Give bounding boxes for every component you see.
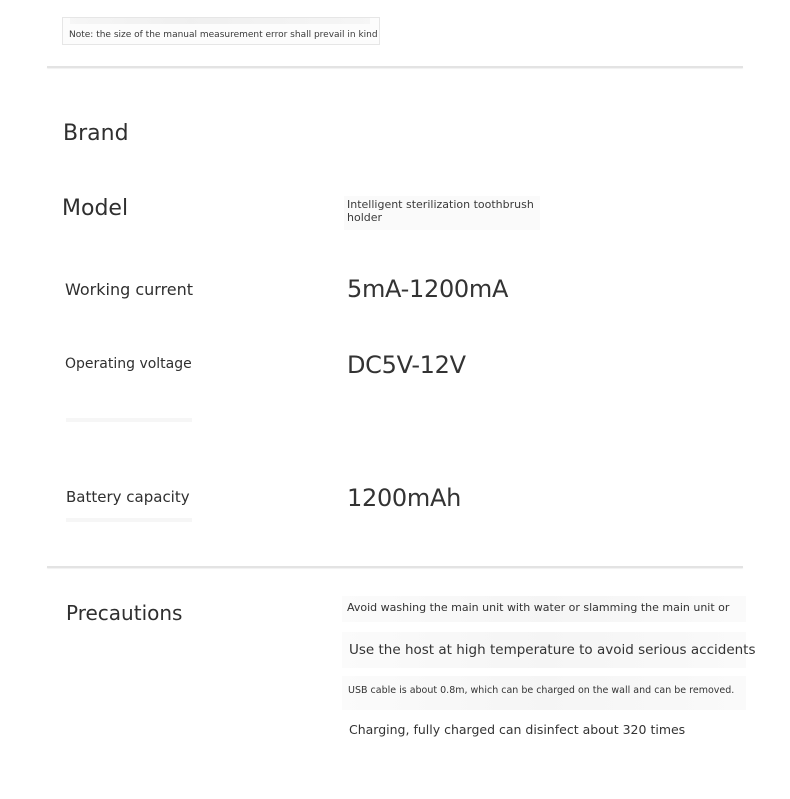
model-value-line1: Intelligent sterilization toothbrush — [347, 198, 534, 211]
faint-strip — [66, 418, 192, 422]
model-value-line2: holder — [347, 211, 383, 224]
model-value — [347, 198, 534, 224]
precaution-item-4: Charging, fully charged can disinfect about 320 times — [349, 722, 686, 737]
faint-strip-2 — [66, 518, 192, 522]
brand-label: Brand — [63, 121, 129, 146]
precaution-item-3: USB cable is about 0.8m, which can be charged on the wall and can be removed. — [348, 685, 735, 696]
note-text: Note: the size of the manual measurement error shall prevail in kind — [69, 30, 378, 40]
precaution-item-1: Avoid washing the main unit with water or slamming the main unit or — [347, 601, 730, 614]
battery-label: Battery capacity — [66, 488, 190, 506]
battery-value: 1200mAh — [347, 484, 461, 512]
note-faint-text — [70, 18, 370, 24]
precaution-item-2: Use the host at high temperature to avoid serious accidents — [349, 642, 756, 658]
model-label: Model — [62, 196, 129, 221]
current-label: Working current — [65, 280, 194, 299]
divider-top — [47, 66, 743, 68]
current-value: 5mA-1200mA — [347, 275, 509, 303]
voltage-value: DC5V-12V — [347, 351, 466, 379]
divider-bottom — [47, 566, 743, 568]
precautions-label: Precautions — [66, 601, 183, 625]
voltage-label: Operating voltage — [65, 356, 192, 372]
